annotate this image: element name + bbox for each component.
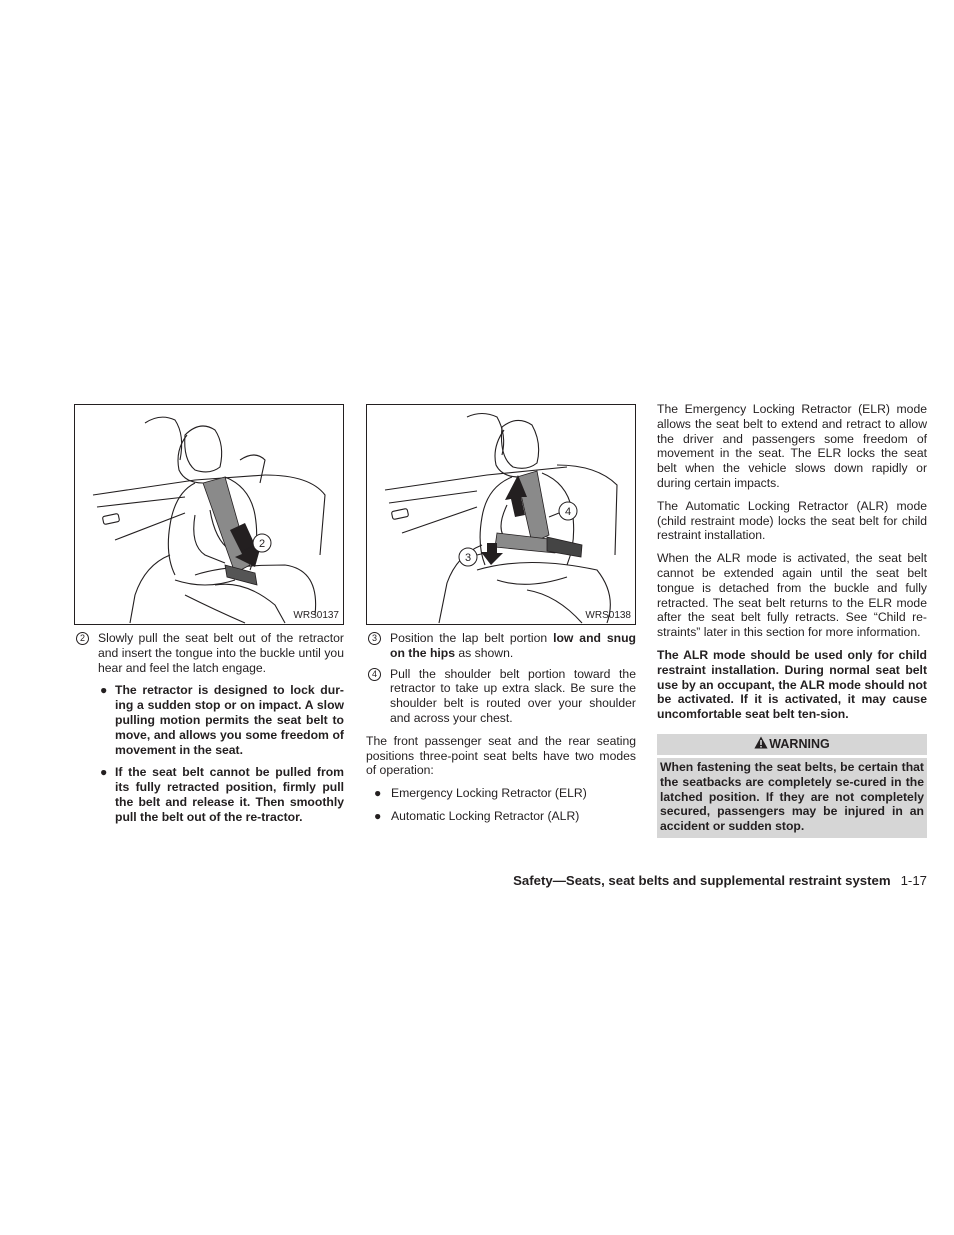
mode-item bbox=[366, 809, 636, 824]
bullet-dot-icon: ● bbox=[374, 786, 382, 801]
alr-activated-paragraph: When the ALR mode is activated, the seat belt cannot be extended again until the seat belt tongue is detached from the buckle and fully retracted. The seat belt returns to the ELR mode after the seat belt fully retracts. See “Child re-straints” later in this section for more information. bbox=[657, 551, 927, 640]
callout-2: 2 bbox=[258, 538, 266, 550]
warning-text: When fastening the seat belts, be certain that the seatbacks are completely se-cured in the latched position. If they are not completely secured, passengers may be injured in an accident or sudden stop. bbox=[657, 758, 927, 838]
callout-4: 4 bbox=[564, 506, 572, 518]
step-number: 4 bbox=[368, 668, 381, 681]
mode-text: Emergency Locking Retractor (ELR) bbox=[391, 786, 587, 801]
bullet-dot-icon: ● bbox=[100, 683, 108, 698]
page-footer bbox=[300, 873, 927, 889]
alr-bold-paragraph: The ALR mode should be used only for child restraint installation. During normal seat belt use by an occupant, the ALR mode should not be activated. If it is activated, it may cause uncomfortable seat belt ten-sion. bbox=[657, 647, 927, 722]
step-text-bold: low and snug on the hips bbox=[390, 631, 636, 660]
column-1 bbox=[74, 404, 344, 825]
mode-item bbox=[366, 786, 636, 801]
modes-paragraph: The front passenger seat and the rear seating positions three-point seat belts have two modes of operation: bbox=[366, 733, 636, 778]
column-3 bbox=[657, 402, 927, 838]
column-2 bbox=[366, 404, 636, 824]
bullet-dot-icon: ● bbox=[100, 765, 108, 780]
figure-id: WRS0137 bbox=[293, 610, 339, 621]
step-text: Pull the shoulder belt portion toward the retractor to take up extra slack. Be sure the shoulder belt is routed over your shoulder and across your chest. bbox=[390, 666, 636, 725]
step-number: 2 bbox=[76, 632, 89, 645]
bullet-item bbox=[74, 683, 344, 757]
bullet-dot-icon: ● bbox=[374, 808, 382, 823]
elr-paragraph: The Emergency Locking Retractor (ELR) mode allows the seat belt to extend and retract to allow the driver and passengers some freedom of movement in the seat. The ELR locks the seat belt when the vehicle slows down rapidly or during certain impacts. bbox=[657, 402, 927, 490]
step-number: 3 bbox=[368, 632, 381, 645]
bullet-text: If the seat belt cannot be pulled from its fully retracted position, firmly pull the belt and release it. Then smoothly pull the belt out of the re-tractor. bbox=[115, 765, 344, 824]
seat-belt-illustration-1 bbox=[75, 405, 343, 624]
step-4 bbox=[366, 667, 636, 726]
seat-belt-illustration-2 bbox=[367, 405, 635, 624]
step-text-after: as shown. bbox=[455, 645, 514, 660]
warning-header bbox=[657, 734, 927, 755]
figure-wrs0138 bbox=[366, 404, 636, 625]
step-text: Slowly pull the seat belt out of the retractor and insert the tongue into the buckle until you hear and feel the latch engage. bbox=[98, 631, 344, 675]
alr-paragraph: The Automatic Locking Retractor (ALR) mode (child restraint mode) locks the seat belt for child restraint installation. bbox=[657, 498, 927, 543]
callout-3: 3 bbox=[464, 552, 472, 564]
step-2 bbox=[74, 631, 344, 675]
figure-id: WRS0138 bbox=[585, 610, 631, 621]
page-number: 1-17 bbox=[900, 873, 927, 888]
bullet-item bbox=[74, 765, 344, 824]
step-3 bbox=[366, 631, 636, 661]
figure-wrs0137 bbox=[74, 404, 344, 625]
step-text: Position the lap belt portion bbox=[390, 631, 554, 645]
warning-triangle-icon bbox=[754, 736, 768, 749]
mode-text: Automatic Locking Retractor (ALR) bbox=[391, 808, 580, 823]
warning-title: WARNING bbox=[769, 736, 830, 751]
bullet-text: The retractor is designed to lock dur-ing a sudden stop or on impact. A slow pulling motion permits the seat belt to move, and allows you some freedom of movement in the seat. bbox=[115, 683, 344, 757]
footer-section-title: Safety—Seats, seat belts and supplemental restraint system bbox=[513, 873, 891, 888]
